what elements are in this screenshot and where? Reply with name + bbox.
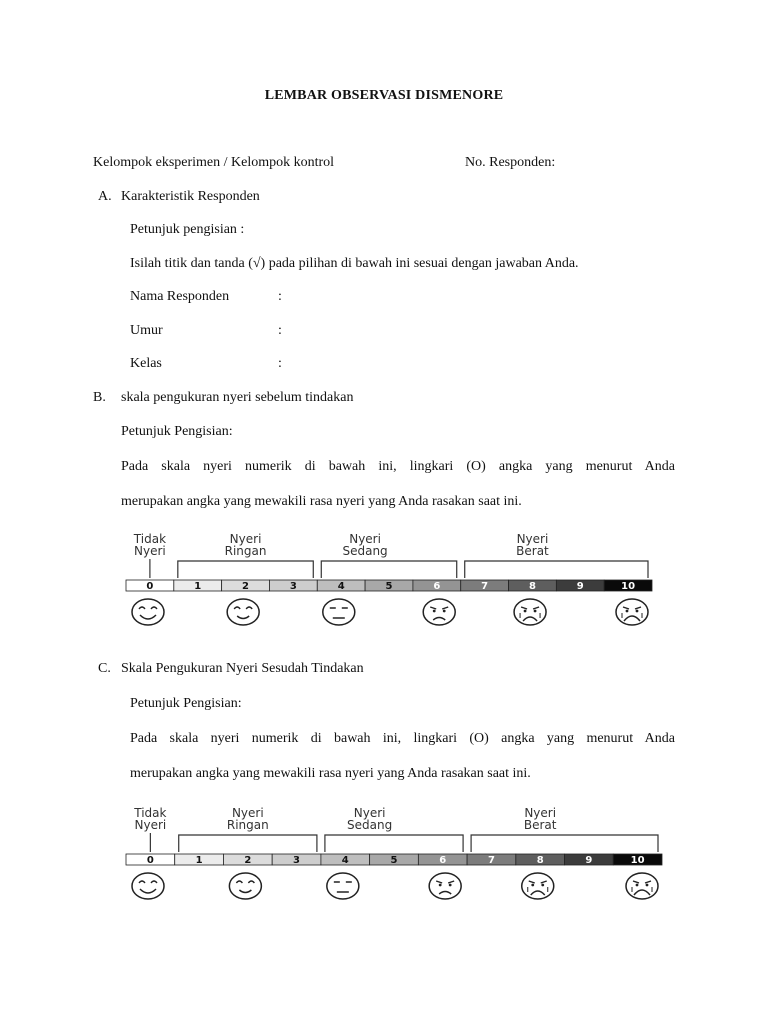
crying-face-icon xyxy=(514,599,546,625)
section-b-marker: B. xyxy=(93,390,106,405)
field-label-class: Kelas xyxy=(130,356,162,371)
category-label: Tidak xyxy=(134,806,167,820)
page-title: LEMBAR OBSERVASI DISMENORE xyxy=(264,88,504,103)
scale-number[interactable]: 8 xyxy=(528,581,536,592)
scale-number[interactable]: 6 xyxy=(439,855,447,866)
category-label: Ringan xyxy=(226,818,269,832)
category-label: Nyeri xyxy=(134,544,166,558)
bracket-severe xyxy=(465,561,648,578)
bracket-moderate xyxy=(321,561,456,578)
scale-number[interactable]: 9 xyxy=(585,855,593,866)
section-c-heading: Skala Pengukuran Nyeri Sesudah Tindakan xyxy=(121,661,364,676)
scale-number[interactable]: 7 xyxy=(487,855,495,866)
bracket-moderate xyxy=(325,835,463,852)
scale-number[interactable]: 1 xyxy=(195,855,203,866)
scale-number[interactable]: 5 xyxy=(385,581,393,592)
scale-number[interactable]: 4 xyxy=(337,581,345,592)
scale-number[interactable]: 0 xyxy=(146,581,154,592)
category-label: Ringan xyxy=(224,544,267,558)
agony-face-icon xyxy=(626,873,658,899)
pain-scale-before xyxy=(120,532,658,632)
scale-number[interactable]: 5 xyxy=(390,855,398,866)
scale-number[interactable]: 8 xyxy=(536,855,544,866)
neutral-face-icon xyxy=(327,873,359,899)
section-a-heading: Karakteristik Responden xyxy=(121,189,260,204)
pain-scale-graphic xyxy=(120,532,658,632)
section-a-instruction-label: Petunjuk pengisian : xyxy=(130,222,245,237)
bracket-mild xyxy=(179,835,317,852)
agony-face-icon xyxy=(616,599,648,625)
section-c-marker: C. xyxy=(98,661,111,676)
bracket-mild xyxy=(178,561,313,578)
section-c-instruction-label: Petunjuk Pengisian: xyxy=(130,696,242,711)
section-c-instruction-line2: merupakan angka yang mewakili rasa nyeri yang Anda rasakan saat ini. xyxy=(130,766,531,781)
respondent-number-label: No. Responden: xyxy=(465,155,556,170)
category-label: Berat xyxy=(523,818,557,832)
scale-number[interactable]: 10 xyxy=(630,855,645,866)
scale-number[interactable]: 2 xyxy=(242,581,250,592)
scale-number[interactable]: 7 xyxy=(481,581,489,592)
section-c-instruction-line1: Pada skala nyeri numerik di bawah ini, lingkari (O) angka yang menurut Anda xyxy=(130,731,675,746)
category-label: Nyeri xyxy=(524,806,557,820)
scale-number[interactable]: 6 xyxy=(433,581,441,592)
group-label: Kelompok eksperimen / Kelompok kontrol xyxy=(93,155,335,170)
crying-face-icon xyxy=(522,873,554,899)
section-b-heading: skala pengukuran nyeri sebelum tindakan xyxy=(121,390,354,405)
section-b-instruction-label: Petunjuk Pengisian: xyxy=(121,424,233,439)
field-label-age: Umur xyxy=(130,323,163,338)
category-label: Nyeri xyxy=(229,532,262,546)
scale-number[interactable]: 0 xyxy=(146,855,154,866)
scale-number[interactable]: 10 xyxy=(621,581,636,592)
field-colon-age: : xyxy=(278,323,282,338)
scale-number[interactable]: 3 xyxy=(293,855,301,866)
scale-number[interactable]: 4 xyxy=(341,855,349,866)
scale-number[interactable]: 9 xyxy=(576,581,584,592)
very-happy-face-icon xyxy=(132,599,164,625)
scale-number[interactable]: 2 xyxy=(244,855,252,866)
section-b-instruction-line1: Pada skala nyeri numerik di bawah ini, lingkari (O) angka yang menurut Anda xyxy=(121,459,675,474)
pain-scale-graphic xyxy=(120,806,668,906)
bracket-severe xyxy=(471,835,658,852)
section-a-marker: A. xyxy=(98,189,112,204)
scale-number[interactable]: 1 xyxy=(194,581,202,592)
category-label: Nyeri xyxy=(134,818,167,832)
scale-number[interactable]: 3 xyxy=(289,581,297,592)
pain-scale-after xyxy=(120,806,668,906)
category-label: Nyeri xyxy=(353,806,386,820)
very-happy-face-icon xyxy=(132,873,164,899)
category-label: Berat xyxy=(516,544,549,558)
happy-face-icon xyxy=(227,599,259,625)
category-label: Sedang xyxy=(347,818,393,832)
neutral-face-icon xyxy=(323,599,355,625)
category-label: Nyeri xyxy=(349,532,381,546)
sad-face-icon xyxy=(429,873,461,899)
happy-face-icon xyxy=(229,873,261,899)
category-label: Sedang xyxy=(342,544,388,558)
field-colon-name: : xyxy=(278,289,282,304)
section-b-instruction-line2: merupakan angka yang mewakili rasa nyeri yang Anda rasakan saat ini. xyxy=(121,494,522,509)
section-a-instruction-text: Isilah titik dan tanda (√) pada pilihan di bawah ini sesuai dengan jawaban Anda. xyxy=(130,256,579,271)
category-label: Nyeri xyxy=(231,806,264,820)
field-label-name: Nama Responden xyxy=(130,289,230,304)
field-colon-class: : xyxy=(278,356,282,371)
category-label: Tidak xyxy=(133,532,167,546)
sad-face-icon xyxy=(423,599,455,625)
category-label: Nyeri xyxy=(516,532,549,546)
